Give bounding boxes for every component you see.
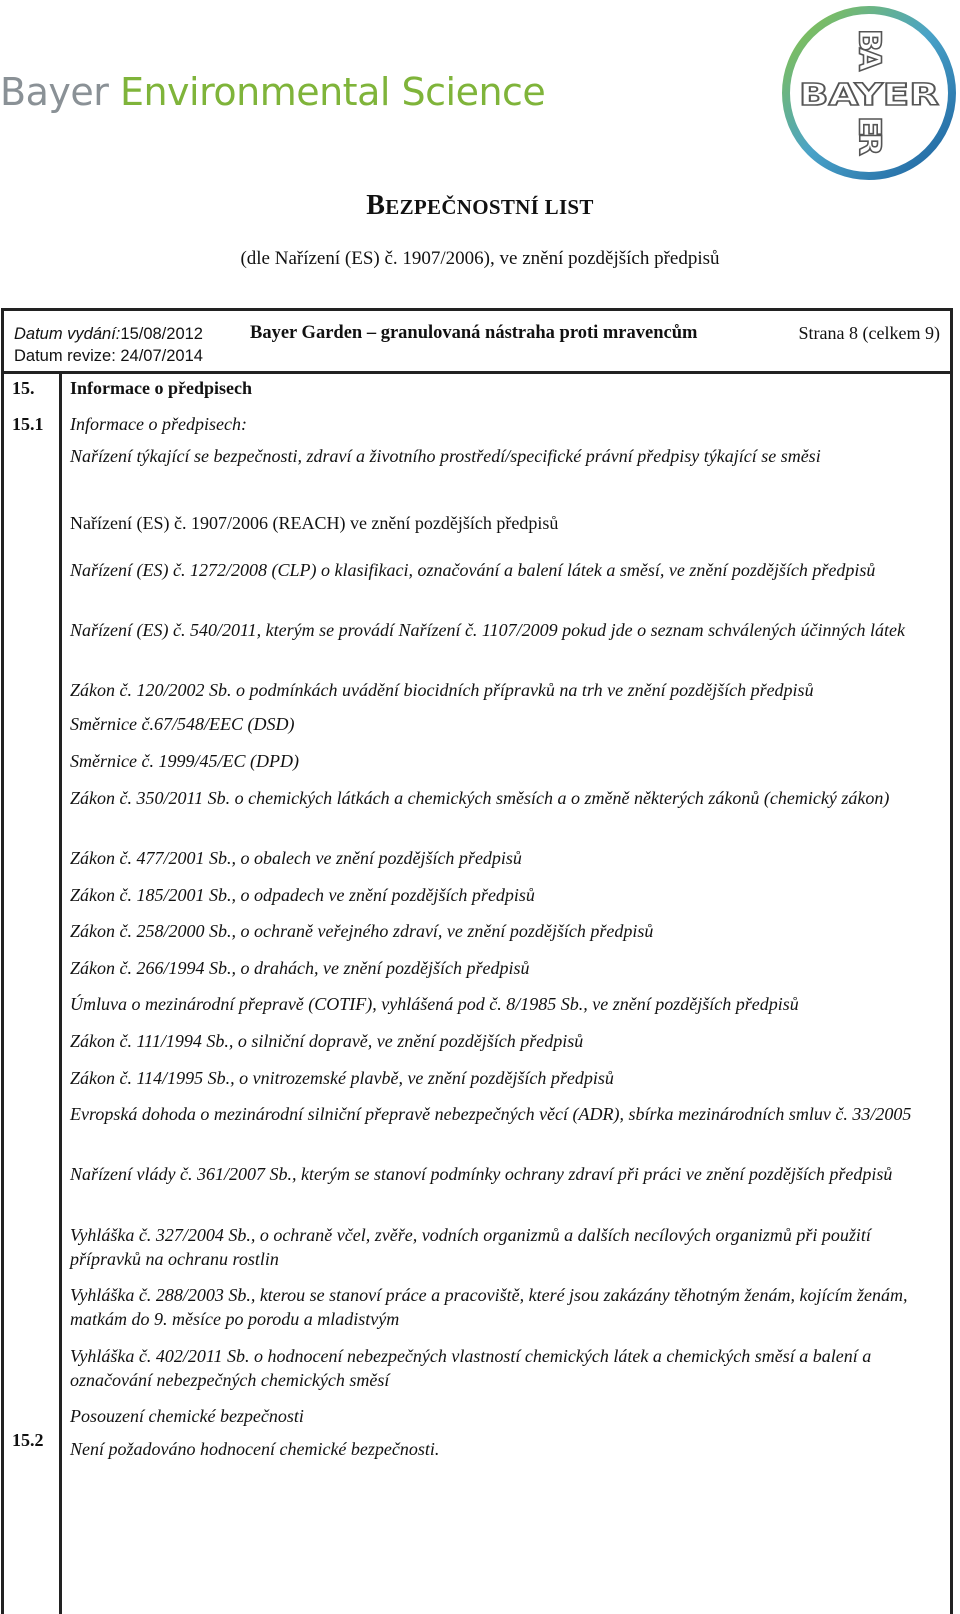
document-header <box>1 308 953 374</box>
logo-letters-bottom: ER <box>851 116 887 152</box>
revision-date <box>14 347 203 366</box>
regulation-item: Vyhláška č. 402/2011 Sb. o hodnocení nebezpečných vlastností chemických látek a chemických směsí a balení a označování nebezpečných chemických směsí <box>70 1346 872 1390</box>
section-number: 15. <box>12 378 35 398</box>
regulation-item: Nařízení (ES) č. 1272/2008 (CLP) o klasifikaci, označování a balení látek a směsí, ve znění pozdějších předpisů <box>70 560 876 580</box>
regulation-item: Směrnice č. 1999/45/EC (DPD) <box>70 751 299 771</box>
regulation-item: Úmluva o mezinárodní přepravě (COTIF), vyhlášená pod č. 8/1985 Sb., ve znění pozdějších předpisů <box>70 994 799 1014</box>
header-row-1 <box>14 323 940 347</box>
regulation-item: Nařízení vlády č. 361/2007 Sb., kterým se stanoví podmínky ochrany zdraví při práci ve znění pozdějších předpisů <box>70 1164 893 1184</box>
issue-date-value: 15/08/2012 <box>120 325 203 343</box>
subsection-number: 15.1 <box>12 414 44 434</box>
issue-date-label: Datum vydání: <box>14 325 121 343</box>
section-title: Informace o předpisech <box>70 378 252 398</box>
regulation-item: Zákon č. 114/1995 Sb., o vnitrozemské plavbě, ve znění pozdějších předpisů <box>70 1068 614 1088</box>
column-divider <box>59 374 62 1614</box>
subsection-title: Informace o předpisech: <box>70 414 247 434</box>
issue-date <box>14 325 203 344</box>
regulation-item: Zákon č. 266/1994 Sb., o drahách, ve znění pozdějších předpisů <box>70 958 530 978</box>
document-subtitle: (dle Nařízení (ES) č. 1907/2006), ve znění pozdějších předpisů <box>240 248 720 269</box>
brand-name <box>0 70 545 114</box>
brand-name-part2: Environmental Science <box>119 70 546 114</box>
regulation-item: Není požadováno hodnocení chemické bezpečnosti. <box>70 1439 440 1459</box>
regulation-item: Posouzení chemické bezpečnosti <box>70 1406 304 1426</box>
page-number: Strana 8 (celkem 9) <box>798 323 940 343</box>
regulation-item: Vyhláška č. 327/2004 Sb., o ochraně včel, zvěře, vodních organizmů a dalších necílových organizmů při použití přípravků na ochranu rostlin <box>70 1225 871 1269</box>
product-name: Bayer Garden – granulovaná nástraha proti mravencům <box>250 323 698 343</box>
regulation-item: Zákon č. 185/2001 Sb., o odpadech ve znění pozdějších předpisů <box>70 885 535 905</box>
regulation-item: Nařízení (ES) č. 1907/2006 (REACH) ve znění pozdějších předpisů <box>70 513 559 533</box>
regulation-item: Vyhláška č. 288/2003 Sb., kterou se stanoví práce a pracoviště, které jsou zakázány těhotným ženám, kojícím ženám, matkám do 9. měsíce po porodu a mladistvým <box>70 1285 908 1329</box>
regulation-item: Zákon č. 477/2001 Sb., o obalech ve znění pozdějších předpisů <box>70 848 522 868</box>
regulation-item: Zákon č. 258/2000 Sb., o ochraně veřejného zdraví, ve znění pozdějších předpisů <box>70 921 654 941</box>
brand-name-part1: Bayer <box>0 70 120 114</box>
regulation-item: Zákon č. 111/1994 Sb., o silniční dopravě, ve znění pozdějších předpisů <box>70 1031 584 1051</box>
subsection-intro: Nařízení týkající se bezpečnosti, zdraví a životního prostředí/specifické právní předpisy týkající se směsi <box>70 446 821 466</box>
regulation-item: Zákon č. 350/2011 Sb. o chemických látkách a chemických směsích a o změně některých zákonů (chemický zákon) <box>70 788 890 808</box>
logo-letters-middle: BAYER <box>799 78 939 113</box>
bayer-logo-icon <box>780 4 958 182</box>
subsection-number-2: 15.2 <box>12 1430 44 1450</box>
revision-date-value: 24/07/2014 <box>120 347 203 365</box>
document-title <box>0 190 960 222</box>
regulation-item: Evropská dohoda o mezinárodní silniční přepravě nebezpečných věcí (ADR), sbírka mezinárodních smluv č. 33/2005 <box>70 1104 912 1124</box>
regulation-item: Zákon č. 120/2002 Sb. o podmínkách uvádění biocidních přípravků na trh ve znění pozdějších předpisů <box>70 680 814 700</box>
document-title-rest: EZPEČNOSTNÍ LIST <box>385 195 594 219</box>
regulation-item: Nařízení (ES) č. 540/2011, kterým se provádí Nařízení č. 1107/2009 pokud jde o seznam schválených účinných látek <box>70 620 905 640</box>
revision-date-label: Datum revize: <box>14 347 116 365</box>
regulation-item: Směrnice č.67/548/EEC (DSD) <box>70 714 295 734</box>
document-title-initial: B <box>366 190 386 221</box>
logo-letters-top: BA <box>851 28 887 68</box>
